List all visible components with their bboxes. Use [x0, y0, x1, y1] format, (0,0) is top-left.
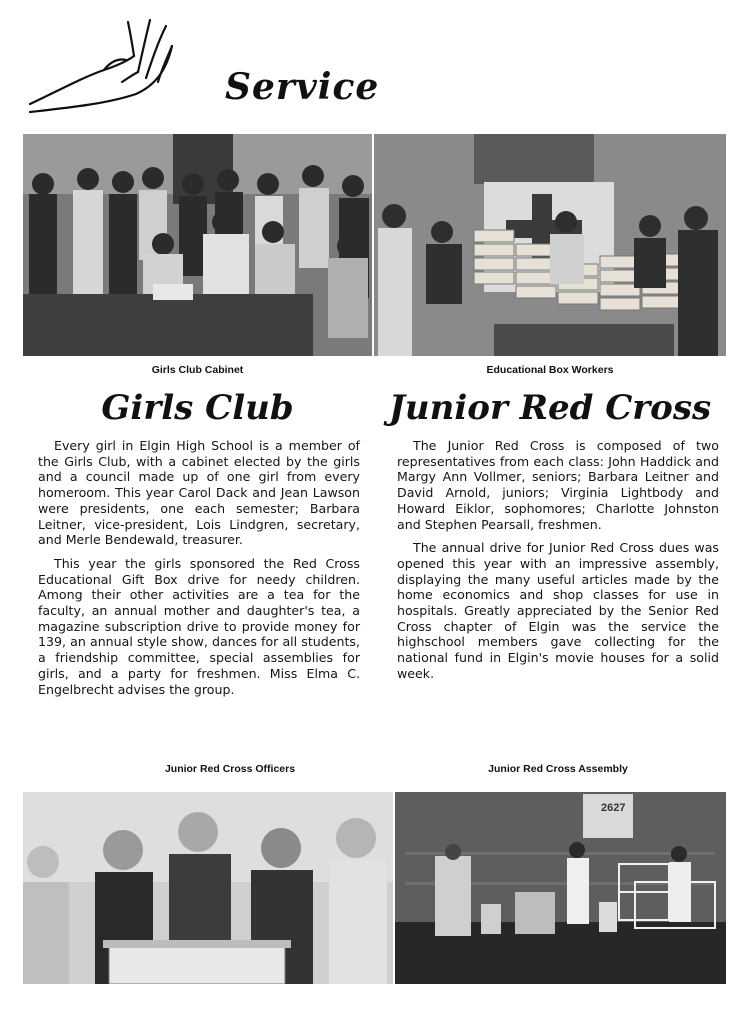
caption-girls-club-cabinet: Girls Club Cabinet	[151, 364, 244, 376]
caption-junior-red-cross-officers: Junior Red Cross Officers	[164, 763, 296, 775]
photo-girls-club-cabinet	[23, 134, 372, 356]
hand-icon	[26, 12, 176, 122]
junior-red-cross-title: Junior Red Cross	[388, 388, 712, 428]
girls-club-title: Girls Club	[101, 388, 294, 428]
junior-red-cross-paragraph-1: The Junior Red Cross is composed of two representatives from each class: John Haddick and Margy Ann Vollmer, seniors; Barbara Leitner and David Arnold, juniors; Virginia Lightbody and Howard Eiklor, sophomores; Charlotte Johnston and Stephen Pearsall, freshmen.	[397, 438, 719, 532]
junior-red-cross-paragraph-2: The annual drive for Junior Red Cross dues was opened this year with an impressive assembly, displaying the many useful articles made by the home economics and shop classes for use in hospitals. Greatly appreciated by the Senior Red Cross chapter of Elgin was the service the highschool members gave collecting for the national fund in Elgin's movie houses for a solid week.	[397, 540, 719, 681]
photo-educational-box-workers	[374, 134, 726, 356]
banner-number: 2627	[601, 802, 626, 814]
junior-red-cross-body	[397, 438, 719, 690]
caption-educational-box-workers: Educational Box Workers	[486, 364, 614, 376]
girls-club-paragraph-1: Every girl in Elgin High School is a member of the Girls Club, with a cabinet elected by the girls and a council made up of one girl from every homeroom. This year Carol Dack and Jean Lawson were presidents, one each semester; Barbara Leitner, vice-president, Lois Lindgren, secretary, and Merle Bendewald, treasurer.	[38, 438, 360, 548]
caption-junior-red-cross-assembly: Junior Red Cross Assembly	[488, 763, 628, 775]
girls-club-paragraph-2: This year the girls sponsored the Red Cross Educational Gift Box drive for needy children. Among their other activities are a tea for the faculty, an annual mother and daughter's tea, a magazine subscription drive to provide money for 139, an annual style show, dances for all students, a friendship committee, special assemblies for girls, and a party for freshmen. Miss Elma C. Engelbrecht advises the group.	[38, 555, 360, 697]
photo-junior-red-cross-assembly	[395, 792, 726, 984]
page-title: Service	[225, 66, 380, 108]
photo-junior-red-cross-officers	[23, 792, 393, 984]
girls-club-body	[38, 438, 360, 705]
